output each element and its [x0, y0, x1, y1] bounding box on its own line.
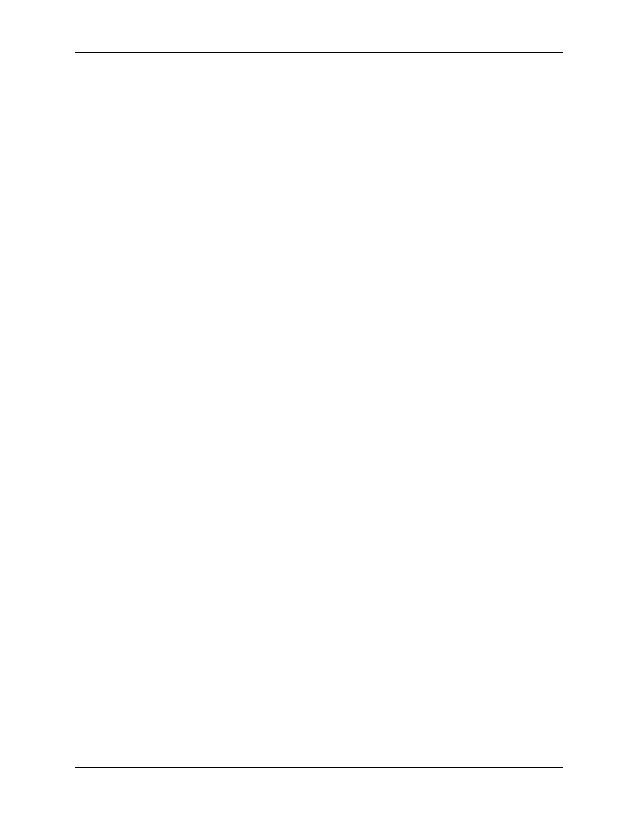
header-divider — [75, 52, 563, 53]
footer-divider — [75, 767, 563, 768]
